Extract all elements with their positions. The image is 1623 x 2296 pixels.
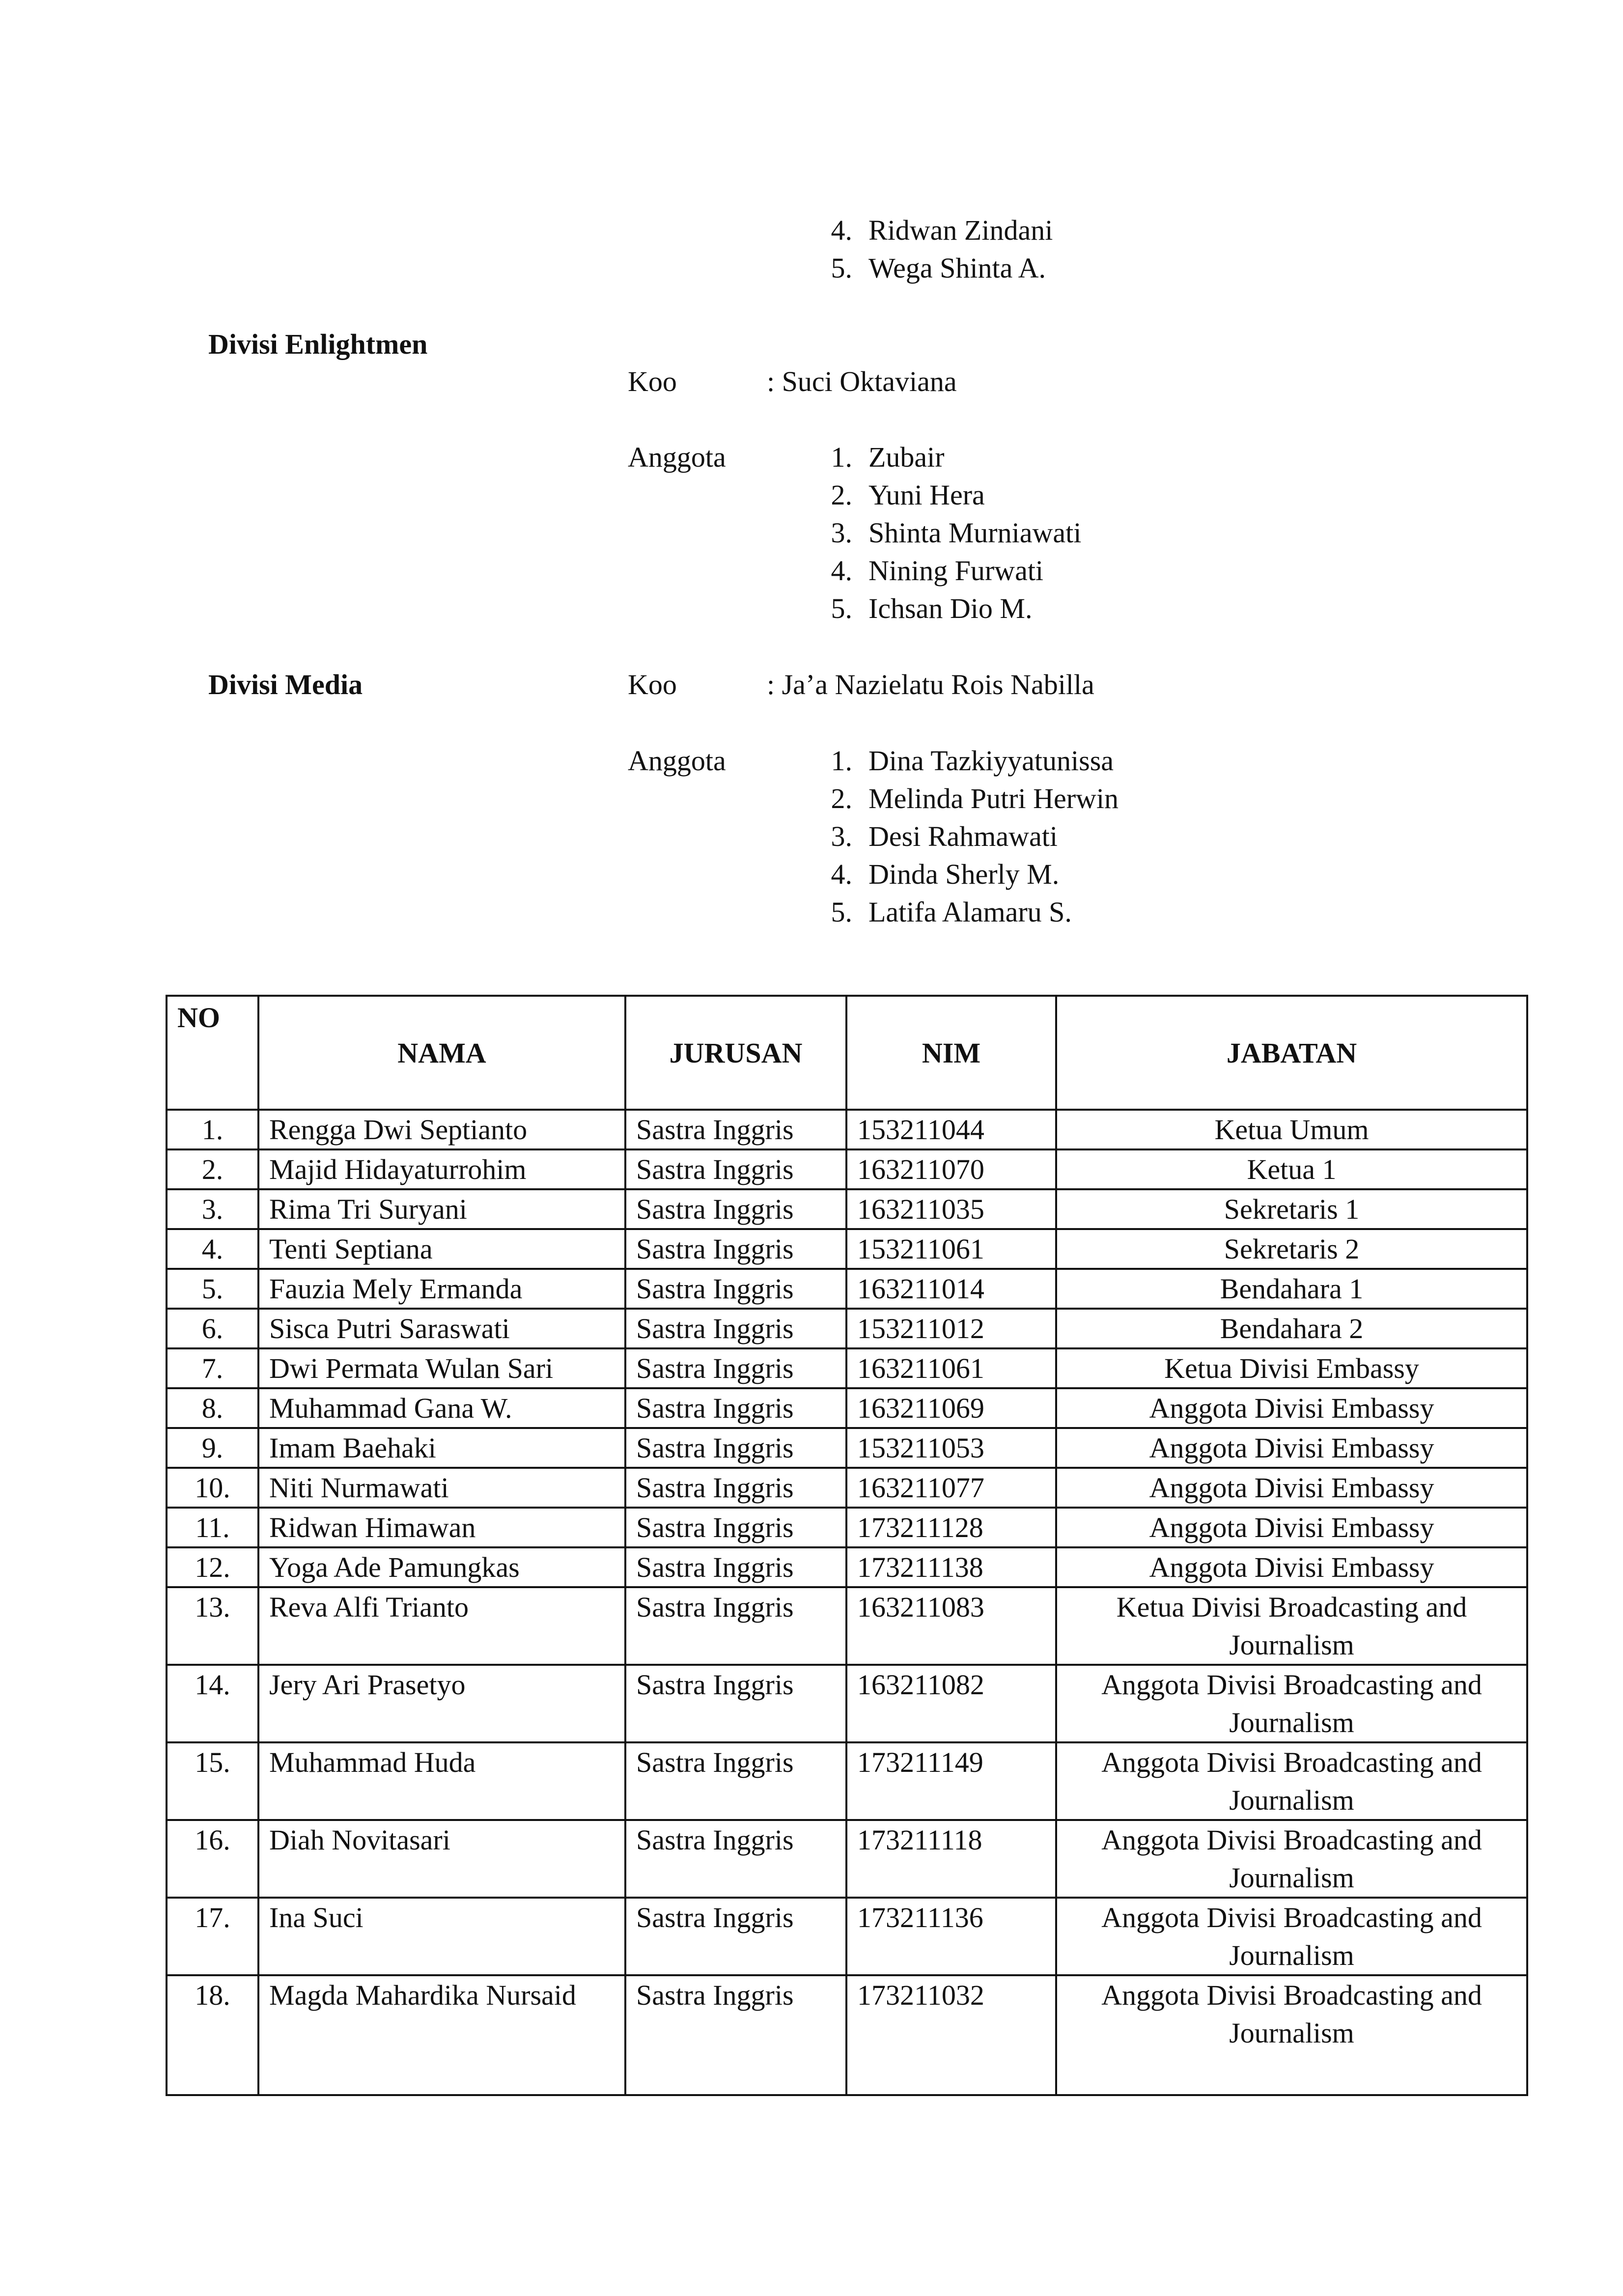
cell-no: 7. — [167, 1348, 258, 1388]
cell-nama: Fauzia Mely Ermanda — [258, 1269, 625, 1309]
cell-jurusan: Sastra Inggris — [625, 1547, 846, 1587]
list-number: 4. — [831, 214, 852, 246]
member-name: Shinta Murniawati — [868, 517, 1082, 549]
cell-nim: 153211012 — [846, 1309, 1056, 1348]
member-name: Ichsan Dio M. — [868, 592, 1033, 624]
cell-nama: Imam Baehaki — [258, 1428, 625, 1468]
member-name: Ridwan Zindani — [868, 214, 1053, 246]
cell-nama: Sisca Putri Saraswati — [258, 1309, 625, 1348]
cell-nama: Ina Suci — [258, 1898, 625, 1975]
cell-no: 1. — [167, 1110, 258, 1149]
cell-nama: Niti Nurmawati — [258, 1468, 625, 1508]
cell-no: 15. — [167, 1742, 258, 1820]
members-table — [166, 995, 1528, 2096]
cell-nama: Jery Ari Prasetyo — [258, 1665, 625, 1742]
list-number: 2. — [831, 479, 852, 511]
cell-nim: 153211044 — [846, 1110, 1056, 1149]
list-number: 1. — [831, 441, 852, 473]
cell-no: 9. — [167, 1428, 258, 1468]
header-jabatan: JABATAN — [1056, 996, 1527, 1110]
cell-jurusan: Sastra Inggris — [625, 1820, 846, 1898]
cell-nim: 163211061 — [846, 1348, 1056, 1388]
member-name: Yuni Hera — [868, 479, 985, 511]
cell-jabatan: Anggota Divisi Broadcasting and Journalism — [1056, 1898, 1527, 1975]
list-item — [818, 211, 1053, 249]
cell-jurusan: Sastra Inggris — [625, 1269, 846, 1309]
cell-no: 8. — [167, 1388, 258, 1428]
cell-jurusan: Sastra Inggris — [625, 1110, 846, 1149]
list-item — [818, 893, 1119, 931]
member-name: Zubair — [868, 441, 945, 473]
koo-label: Koo — [628, 669, 677, 700]
list-number: 3. — [831, 517, 852, 549]
member-name: Melinda Putri Herwin — [868, 783, 1119, 814]
list-number: 3. — [831, 820, 852, 852]
table-row — [167, 1110, 1527, 1149]
cell-nama: Rima Tri Suryani — [258, 1189, 625, 1229]
header-nama: NAMA — [258, 996, 625, 1110]
table-row — [167, 1149, 1527, 1189]
cell-no: 11. — [167, 1508, 258, 1547]
cell-no: 14. — [167, 1665, 258, 1742]
table-row — [167, 1508, 1527, 1547]
cell-no: 10. — [167, 1468, 258, 1508]
list-number: 5. — [831, 592, 852, 624]
cell-no: 17. — [167, 1898, 258, 1975]
member-name: Dina Tazkiyyatunissa — [868, 745, 1114, 777]
cell-no: 3. — [167, 1189, 258, 1229]
cell-jurusan: Sastra Inggris — [625, 1229, 846, 1269]
list-number: 5. — [831, 252, 852, 284]
cell-jurusan: Sastra Inggris — [625, 1468, 846, 1508]
cell-jabatan: Anggota Divisi Embassy — [1056, 1508, 1527, 1547]
cell-nim: 153211053 — [846, 1428, 1056, 1468]
cell-jurusan: Sastra Inggris — [625, 1348, 846, 1388]
cell-jurusan: Sastra Inggris — [625, 1508, 846, 1547]
table-row — [167, 1547, 1527, 1587]
enlightmen-member-list — [818, 438, 1081, 627]
cell-jabatan: Sekretaris 2 — [1056, 1229, 1527, 1269]
list-item — [818, 514, 1081, 552]
cell-nim: 153211061 — [846, 1229, 1056, 1269]
cell-jurusan: Sastra Inggris — [625, 1149, 846, 1189]
cell-jabatan: Anggota Divisi Embassy — [1056, 1468, 1527, 1508]
table-row — [167, 1975, 1527, 2095]
list-item — [818, 552, 1081, 589]
table-row — [167, 1898, 1527, 1975]
cell-nama: Magda Mahardika Nursaid — [258, 1975, 625, 2095]
cell-jabatan: Sekretaris 1 — [1056, 1189, 1527, 1229]
cell-jurusan: Sastra Inggris — [625, 1388, 846, 1428]
cell-nim: 163211077 — [846, 1468, 1056, 1508]
list-item — [818, 438, 1081, 476]
cell-jabatan: Ketua Divisi Broadcasting and Journalism — [1056, 1587, 1527, 1665]
cell-nim: 173211136 — [846, 1898, 1056, 1975]
list-item — [818, 742, 1119, 780]
cell-no: 13. — [167, 1587, 258, 1665]
cell-no: 5. — [167, 1269, 258, 1309]
cell-jurusan: Sastra Inggris — [625, 1665, 846, 1742]
division-title-enlightmen: Divisi Enlightmen — [208, 328, 428, 360]
table-row — [167, 1388, 1527, 1428]
table-row — [167, 1348, 1527, 1388]
header-jurusan: JURUSAN — [625, 996, 846, 1110]
cell-no: 12. — [167, 1547, 258, 1587]
cell-nim: 173211138 — [846, 1547, 1056, 1587]
cell-nim: 173211128 — [846, 1508, 1056, 1547]
cell-nama: Yoga Ade Pamungkas — [258, 1547, 625, 1587]
member-name: Desi Rahmawati — [868, 820, 1058, 852]
cell-no: 2. — [167, 1149, 258, 1189]
header-no: NO — [167, 996, 258, 1110]
cell-no: 6. — [167, 1309, 258, 1348]
table-row — [167, 1587, 1527, 1665]
member-name: Wega Shinta A. — [868, 252, 1046, 284]
cell-nim: 173211149 — [846, 1742, 1056, 1820]
cell-jabatan: Anggota Divisi Broadcasting and Journalism — [1056, 1820, 1527, 1898]
cell-nim: 173211118 — [846, 1820, 1056, 1898]
koo-value: : Ja’a Nazielatu Rois Nabilla — [767, 669, 1094, 700]
list-number: 5. — [831, 896, 852, 928]
member-name: Dinda Sherly M. — [868, 858, 1060, 890]
list-item — [818, 855, 1119, 893]
cell-no: 4. — [167, 1229, 258, 1269]
cell-no: 16. — [167, 1820, 258, 1898]
cell-nama: Muhammad Gana W. — [258, 1388, 625, 1428]
cell-jurusan: Sastra Inggris — [625, 1428, 846, 1468]
member-name: Nining Furwati — [868, 555, 1044, 587]
table-header-row — [167, 996, 1527, 1110]
table-row — [167, 1309, 1527, 1348]
table-row — [167, 1229, 1527, 1269]
list-number: 2. — [831, 783, 852, 814]
cell-jabatan: Anggota Divisi Embassy — [1056, 1428, 1527, 1468]
cell-jabatan: Anggota Divisi Broadcasting and Journalism — [1056, 1665, 1527, 1742]
list-item — [818, 249, 1053, 287]
cell-nama: Muhammad Huda — [258, 1742, 625, 1820]
cell-nama: Tenti Septiana — [258, 1229, 625, 1269]
table-row — [167, 1269, 1527, 1309]
cell-jurusan: Sastra Inggris — [625, 1975, 846, 2095]
cell-jurusan: Sastra Inggris — [625, 1742, 846, 1820]
table-row — [167, 1189, 1527, 1229]
cell-jurusan: Sastra Inggris — [625, 1309, 846, 1348]
cell-nim: 173211032 — [846, 1975, 1056, 2095]
cell-jabatan: Bendahara 1 — [1056, 1269, 1527, 1309]
cell-jabatan: Bendahara 2 — [1056, 1309, 1527, 1348]
cell-jabatan: Anggota Divisi Embassy — [1056, 1388, 1527, 1428]
cell-jurusan: Sastra Inggris — [625, 1898, 846, 1975]
cell-nama: Majid Hidayaturrohim — [258, 1149, 625, 1189]
koo-label: Koo — [628, 365, 677, 397]
list-number: 4. — [831, 858, 852, 890]
cell-jurusan: Sastra Inggris — [625, 1587, 846, 1665]
table-row — [167, 1468, 1527, 1508]
member-name: Latifa Alamaru S. — [868, 896, 1072, 928]
cell-nim: 163211082 — [846, 1665, 1056, 1742]
cell-jabatan: Ketua Divisi Embassy — [1056, 1348, 1527, 1388]
media-member-list — [818, 742, 1119, 931]
list-number: 4. — [831, 555, 852, 587]
list-item — [818, 780, 1119, 817]
anggota-label: Anggota — [628, 441, 726, 473]
cell-nama: Ridwan Himawan — [258, 1508, 625, 1547]
cell-nim: 163211083 — [846, 1587, 1056, 1665]
cell-jabatan: Ketua Umum — [1056, 1110, 1527, 1149]
cell-no: 18. — [167, 1975, 258, 2095]
list-item — [818, 476, 1081, 514]
cell-nim: 163211070 — [846, 1149, 1056, 1189]
koo-value: : Suci Oktaviana — [767, 365, 957, 397]
cell-jabatan: Ketua 1 — [1056, 1149, 1527, 1189]
list-item — [818, 589, 1081, 627]
anggota-label: Anggota — [628, 745, 726, 777]
list-item — [818, 817, 1119, 855]
cell-jabatan: Anggota Divisi Broadcasting and Journalism — [1056, 1742, 1527, 1820]
cell-jabatan: Anggota Divisi Embassy — [1056, 1547, 1527, 1587]
cell-jabatan: Anggota Divisi Broadcasting and Journalism — [1056, 1975, 1527, 2095]
cell-nim: 163211035 — [846, 1189, 1056, 1229]
cell-nama: Rengga Dwi Septianto — [258, 1110, 625, 1149]
cell-nama: Dwi Permata Wulan Sari — [258, 1348, 625, 1388]
list-number: 1. — [831, 745, 852, 777]
table-row — [167, 1428, 1527, 1468]
cell-nim: 163211014 — [846, 1269, 1056, 1309]
header-nim: NIM — [846, 996, 1056, 1110]
table-row — [167, 1742, 1527, 1820]
cell-jurusan: Sastra Inggris — [625, 1189, 846, 1229]
table-row — [167, 1665, 1527, 1742]
cell-nama: Reva Alfi Trianto — [258, 1587, 625, 1665]
division-title-media: Divisi Media — [208, 669, 363, 700]
cell-nama: Diah Novitasari — [258, 1820, 625, 1898]
continued-member-list — [818, 211, 1053, 287]
cell-nim: 163211069 — [846, 1388, 1056, 1428]
table-body — [167, 1110, 1527, 2095]
table-row — [167, 1820, 1527, 1898]
